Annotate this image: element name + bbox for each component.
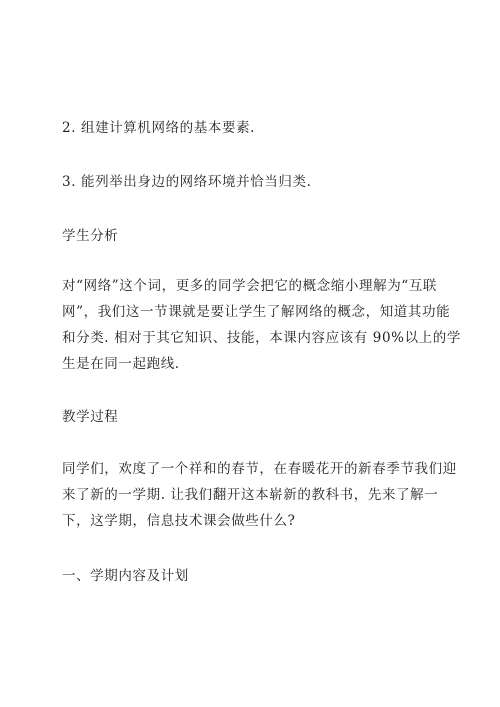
paragraph-line: 网”，我们这一节课就是要让学生了解网络的概念，知道其功能 (62, 304, 451, 320)
heading-student-analysis: 学生分析 (62, 228, 119, 244)
paragraph-line: 对“网络”这个词，更多的同学会把它的概念缩小理解为“互联 (62, 278, 438, 294)
heading-teaching-process: 教学过程 (62, 409, 119, 425)
teaching-process-paragraph (62, 456, 457, 534)
objective-item-3: 3. 能列举出身边的网络环境并恰当归类. (62, 174, 312, 190)
paragraph-line: 同学们，欢度了一个祥和的春节，在春暖花开的新春季节我们迎 (62, 461, 457, 477)
section-heading-semester-plan: 一、学期内容及计划 (62, 568, 189, 584)
student-analysis-paragraph (62, 273, 461, 377)
paragraph-line: 下，这学期，信息技术课会做些什么? (62, 513, 296, 529)
paragraph-line: 和分类. 相对于其它知识、技能，本课内容应该有 90%以上的学 (62, 330, 461, 346)
objective-item-2: 2. 组建计算机网络的基本要素. (62, 120, 256, 136)
paragraph-line: 生是在同一起跑线. (62, 356, 180, 372)
paragraph-line: 来了新的一学期. 让我们翻开这本崭新的教科书，先来了解一 (62, 487, 439, 503)
